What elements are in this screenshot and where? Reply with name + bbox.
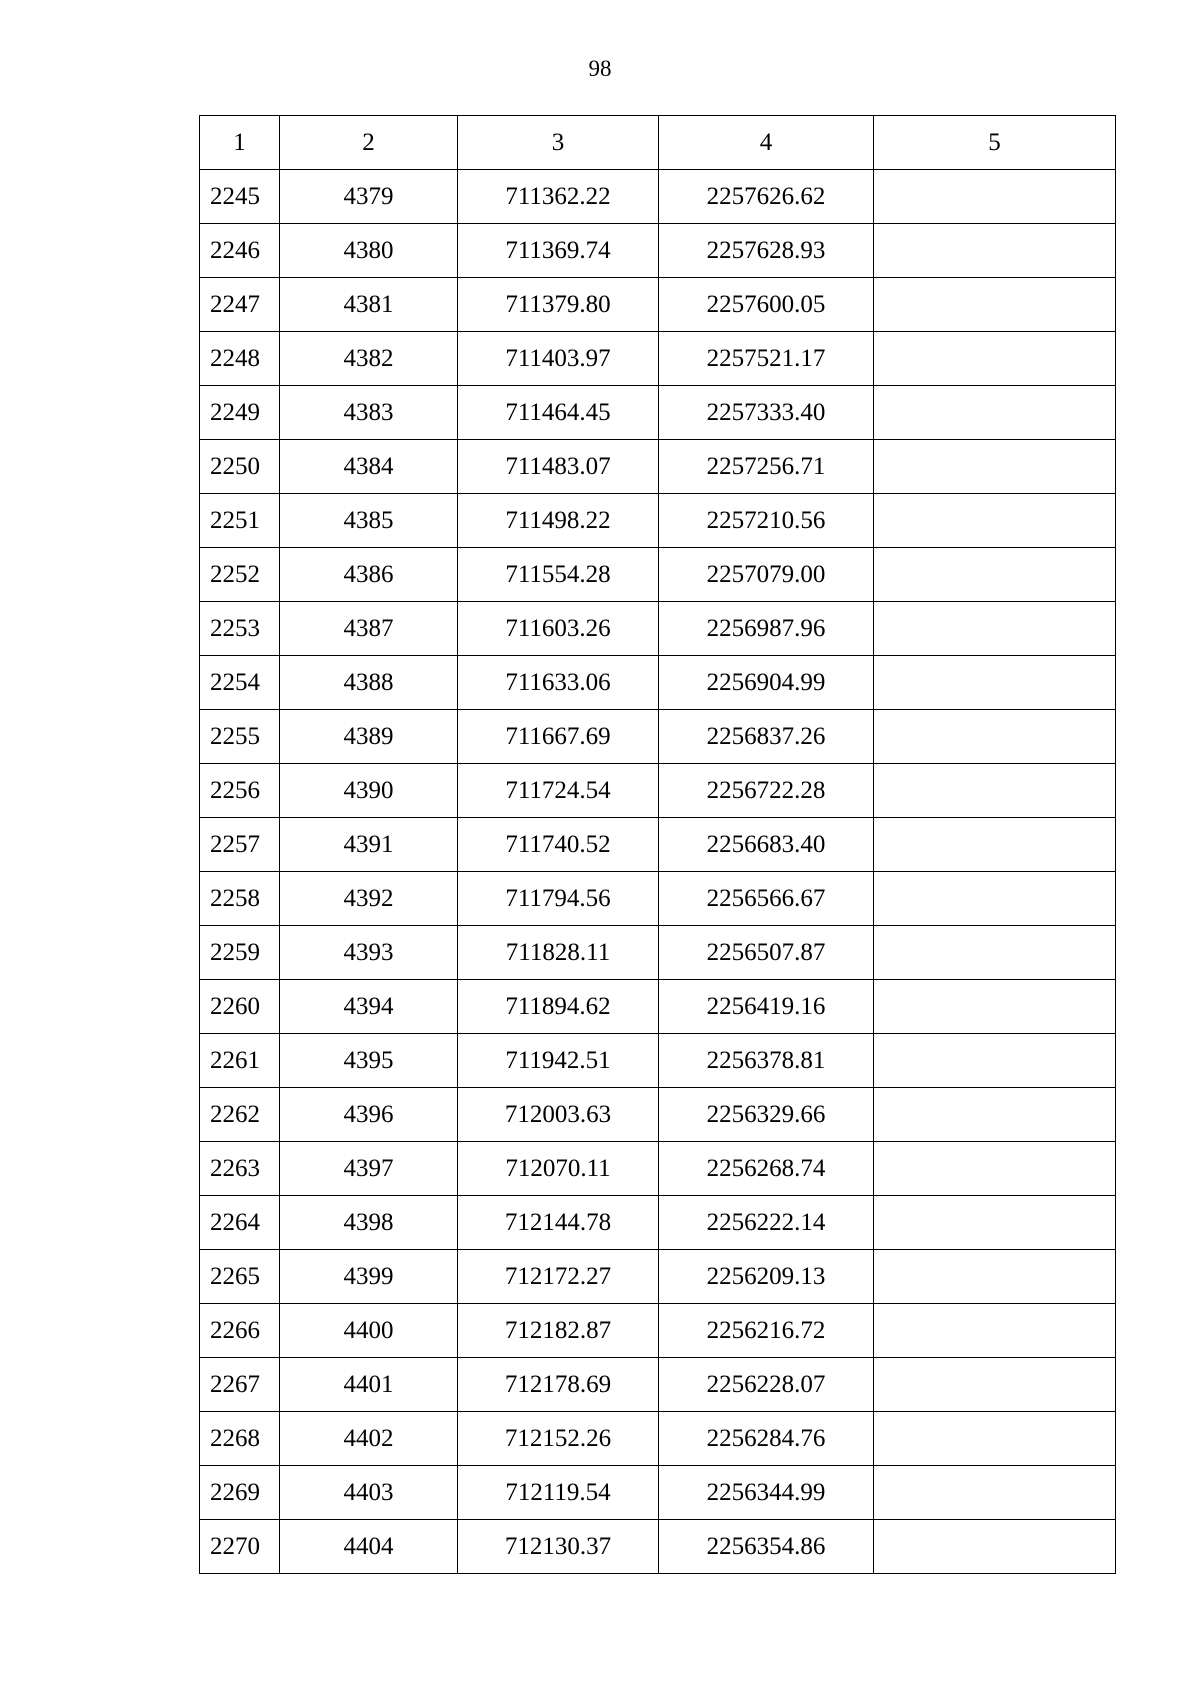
- table-cell-col-2: 4403: [280, 1466, 458, 1520]
- table-row: [200, 1034, 1116, 1088]
- table-cell-col-5: [874, 1466, 1116, 1520]
- table-cell-col-3: 711894.62: [458, 980, 659, 1034]
- table-cell-col-2: 4401: [280, 1358, 458, 1412]
- table-cell-col-1: 2252: [200, 548, 280, 602]
- table-cell-col-2: 4379: [280, 170, 458, 224]
- table-cell-col-5: [874, 440, 1116, 494]
- table-cell-col-3: 711369.74: [458, 224, 659, 278]
- table-cell-col-3: 711362.22: [458, 170, 659, 224]
- table-row: [200, 224, 1116, 278]
- table-cell-col-1: 2267: [200, 1358, 280, 1412]
- table-cell-col-3: 712119.54: [458, 1466, 659, 1520]
- table-cell-col-5: [874, 494, 1116, 548]
- table-cell-col-4: 2256419.16: [659, 980, 874, 1034]
- table-cell-col-5: [874, 872, 1116, 926]
- table-cell-col-1: 2245: [200, 170, 280, 224]
- table-cell-col-1: 2268: [200, 1412, 280, 1466]
- table-cell-col-2: 4393: [280, 926, 458, 980]
- table-cell-col-3: 711724.54: [458, 764, 659, 818]
- table-cell-col-5: [874, 1034, 1116, 1088]
- table-cell-col-4: 2256268.74: [659, 1142, 874, 1196]
- table-body: [200, 170, 1116, 1574]
- table-cell-col-4: 2257626.62: [659, 170, 874, 224]
- table-cell-col-5: [874, 656, 1116, 710]
- table-cell-col-2: 4396: [280, 1088, 458, 1142]
- table-row: [200, 170, 1116, 224]
- table-cell-col-5: [874, 710, 1116, 764]
- table-cell-col-3: 711667.69: [458, 710, 659, 764]
- table-row: [200, 764, 1116, 818]
- table-row: [200, 1412, 1116, 1466]
- table-cell-col-4: 2257600.05: [659, 278, 874, 332]
- table-cell-col-4: 2256987.96: [659, 602, 874, 656]
- table-cell-col-2: 4390: [280, 764, 458, 818]
- table-cell-col-4: 2257521.17: [659, 332, 874, 386]
- table-cell-col-5: [874, 1358, 1116, 1412]
- table-row: [200, 494, 1116, 548]
- table-cell-col-5: [874, 980, 1116, 1034]
- table-cell-col-4: 2256228.07: [659, 1358, 874, 1412]
- table-cell-col-3: 711633.06: [458, 656, 659, 710]
- table-cell-col-2: 4389: [280, 710, 458, 764]
- table-row: [200, 872, 1116, 926]
- table-cell-col-3: 711740.52: [458, 818, 659, 872]
- table-cell-col-1: 2257: [200, 818, 280, 872]
- table-cell-col-3: 712003.63: [458, 1088, 659, 1142]
- table-cell-col-3: 711483.07: [458, 440, 659, 494]
- table-cell-col-3: 712070.11: [458, 1142, 659, 1196]
- table-cell-col-5: [874, 1412, 1116, 1466]
- table-cell-col-4: 2257333.40: [659, 386, 874, 440]
- table-cell-col-5: [874, 818, 1116, 872]
- column-header-1: 1: [200, 116, 280, 170]
- table-cell-col-2: 4398: [280, 1196, 458, 1250]
- table-cell-col-1: 2270: [200, 1520, 280, 1574]
- column-header-4: 4: [659, 116, 874, 170]
- table-cell-col-3: 711794.56: [458, 872, 659, 926]
- table-cell-col-4: 2257210.56: [659, 494, 874, 548]
- table-cell-col-3: 711603.26: [458, 602, 659, 656]
- table-cell-col-4: 2256209.13: [659, 1250, 874, 1304]
- table-cell-col-1: 2254: [200, 656, 280, 710]
- table-header: [200, 116, 1116, 170]
- table-cell-col-5: [874, 764, 1116, 818]
- table-row: [200, 1520, 1116, 1574]
- table-cell-col-3: 711403.97: [458, 332, 659, 386]
- table-cell-col-2: 4399: [280, 1250, 458, 1304]
- table-cell-col-1: 2269: [200, 1466, 280, 1520]
- table-cell-col-3: 711498.22: [458, 494, 659, 548]
- table-cell-col-1: 2253: [200, 602, 280, 656]
- table-cell-col-4: 2256683.40: [659, 818, 874, 872]
- table-cell-col-3: 711942.51: [458, 1034, 659, 1088]
- table-cell-col-2: 4395: [280, 1034, 458, 1088]
- table-cell-col-4: 2256507.87: [659, 926, 874, 980]
- table-cell-col-5: [874, 926, 1116, 980]
- table-row: [200, 1088, 1116, 1142]
- table-row: [200, 980, 1116, 1034]
- table-cell-col-3: 712172.27: [458, 1250, 659, 1304]
- table-cell-col-5: [874, 1304, 1116, 1358]
- table-cell-col-2: 4391: [280, 818, 458, 872]
- table-cell-col-4: 2256722.28: [659, 764, 874, 818]
- table-cell-col-1: 2248: [200, 332, 280, 386]
- table-row: [200, 1304, 1116, 1358]
- table-row: [200, 656, 1116, 710]
- table-cell-col-5: [874, 332, 1116, 386]
- table-cell-col-2: 4383: [280, 386, 458, 440]
- table-row: [200, 548, 1116, 602]
- table-cell-col-4: 2256329.66: [659, 1088, 874, 1142]
- table-cell-col-1: 2255: [200, 710, 280, 764]
- table-cell-col-5: [874, 386, 1116, 440]
- table-cell-col-2: 4387: [280, 602, 458, 656]
- table-cell-col-5: [874, 602, 1116, 656]
- table-cell-col-1: 2263: [200, 1142, 280, 1196]
- table-row: [200, 926, 1116, 980]
- table-cell-col-2: 4400: [280, 1304, 458, 1358]
- table-cell-col-2: 4381: [280, 278, 458, 332]
- table-cell-col-5: [874, 1142, 1116, 1196]
- column-header-5: 5: [874, 116, 1116, 170]
- table-cell-col-4: 2257628.93: [659, 224, 874, 278]
- table-cell-col-1: 2247: [200, 278, 280, 332]
- table-cell-col-3: 711828.11: [458, 926, 659, 980]
- table-cell-col-1: 2261: [200, 1034, 280, 1088]
- column-header-3: 3: [458, 116, 659, 170]
- table-cell-col-4: 2256904.99: [659, 656, 874, 710]
- table-cell-col-5: [874, 548, 1116, 602]
- table-row: [200, 1466, 1116, 1520]
- column-header-2: 2: [280, 116, 458, 170]
- table-cell-col-2: 4388: [280, 656, 458, 710]
- header-row: [200, 116, 1116, 170]
- table-cell-col-5: [874, 278, 1116, 332]
- table-cell-col-5: [874, 1196, 1116, 1250]
- table-cell-col-5: [874, 224, 1116, 278]
- table-cell-col-1: 2266: [200, 1304, 280, 1358]
- table-cell-col-3: 712182.87: [458, 1304, 659, 1358]
- table-row: [200, 818, 1116, 872]
- table-cell-col-2: 4386: [280, 548, 458, 602]
- table-cell-col-4: 2256284.76: [659, 1412, 874, 1466]
- table-cell-col-4: 2256216.72: [659, 1304, 874, 1358]
- table-cell-col-3: 712152.26: [458, 1412, 659, 1466]
- table-cell-col-5: [874, 170, 1116, 224]
- table-cell-col-2: 4402: [280, 1412, 458, 1466]
- table-cell-col-2: 4397: [280, 1142, 458, 1196]
- table-cell-col-1: 2260: [200, 980, 280, 1034]
- table-row: [200, 602, 1116, 656]
- table-cell-col-1: 2262: [200, 1088, 280, 1142]
- table-row: [200, 1196, 1116, 1250]
- table-cell-col-2: 4384: [280, 440, 458, 494]
- table-cell-col-2: 4392: [280, 872, 458, 926]
- table-cell-col-1: 2258: [200, 872, 280, 926]
- table-cell-col-2: 4385: [280, 494, 458, 548]
- table-cell-col-1: 2251: [200, 494, 280, 548]
- table-cell-col-1: 2259: [200, 926, 280, 980]
- table-cell-col-1: 2256: [200, 764, 280, 818]
- table-cell-col-2: 4380: [280, 224, 458, 278]
- table-cell-col-4: 2256344.99: [659, 1466, 874, 1520]
- table-cell-col-5: [874, 1520, 1116, 1574]
- table-cell-col-1: 2264: [200, 1196, 280, 1250]
- table-cell-col-4: 2256378.81: [659, 1034, 874, 1088]
- table-cell-col-1: 2265: [200, 1250, 280, 1304]
- table-cell-col-3: 711554.28: [458, 548, 659, 602]
- table-row: [200, 386, 1116, 440]
- table-cell-col-1: 2246: [200, 224, 280, 278]
- table-cell-col-3: 712130.37: [458, 1520, 659, 1574]
- table-cell-col-4: 2256566.67: [659, 872, 874, 926]
- table-cell-col-3: 711379.80: [458, 278, 659, 332]
- table-cell-col-5: [874, 1088, 1116, 1142]
- table-row: [200, 278, 1116, 332]
- table-row: [200, 1358, 1116, 1412]
- table-row: [200, 1142, 1116, 1196]
- table-cell-col-1: 2249: [200, 386, 280, 440]
- coordinates-table: [199, 115, 1116, 1574]
- table-cell-col-2: 4394: [280, 980, 458, 1034]
- table-row: [200, 1250, 1116, 1304]
- table-cell-col-4: 2256354.86: [659, 1520, 874, 1574]
- table-cell-col-4: 2257079.00: [659, 548, 874, 602]
- table-row: [200, 440, 1116, 494]
- table-row: [200, 332, 1116, 386]
- table-cell-col-1: 2250: [200, 440, 280, 494]
- table-cell-col-3: 712178.69: [458, 1358, 659, 1412]
- page-number: 98: [588, 56, 612, 81]
- table-cell-col-2: 4382: [280, 332, 458, 386]
- table-cell-col-2: 4404: [280, 1520, 458, 1574]
- table-cell-col-5: [874, 1250, 1116, 1304]
- table-cell-col-4: 2256222.14: [659, 1196, 874, 1250]
- table-cell-col-4: 2256837.26: [659, 710, 874, 764]
- table-cell-col-4: 2257256.71: [659, 440, 874, 494]
- table-cell-col-3: 712144.78: [458, 1196, 659, 1250]
- table-row: [200, 710, 1116, 764]
- table-cell-col-3: 711464.45: [458, 386, 659, 440]
